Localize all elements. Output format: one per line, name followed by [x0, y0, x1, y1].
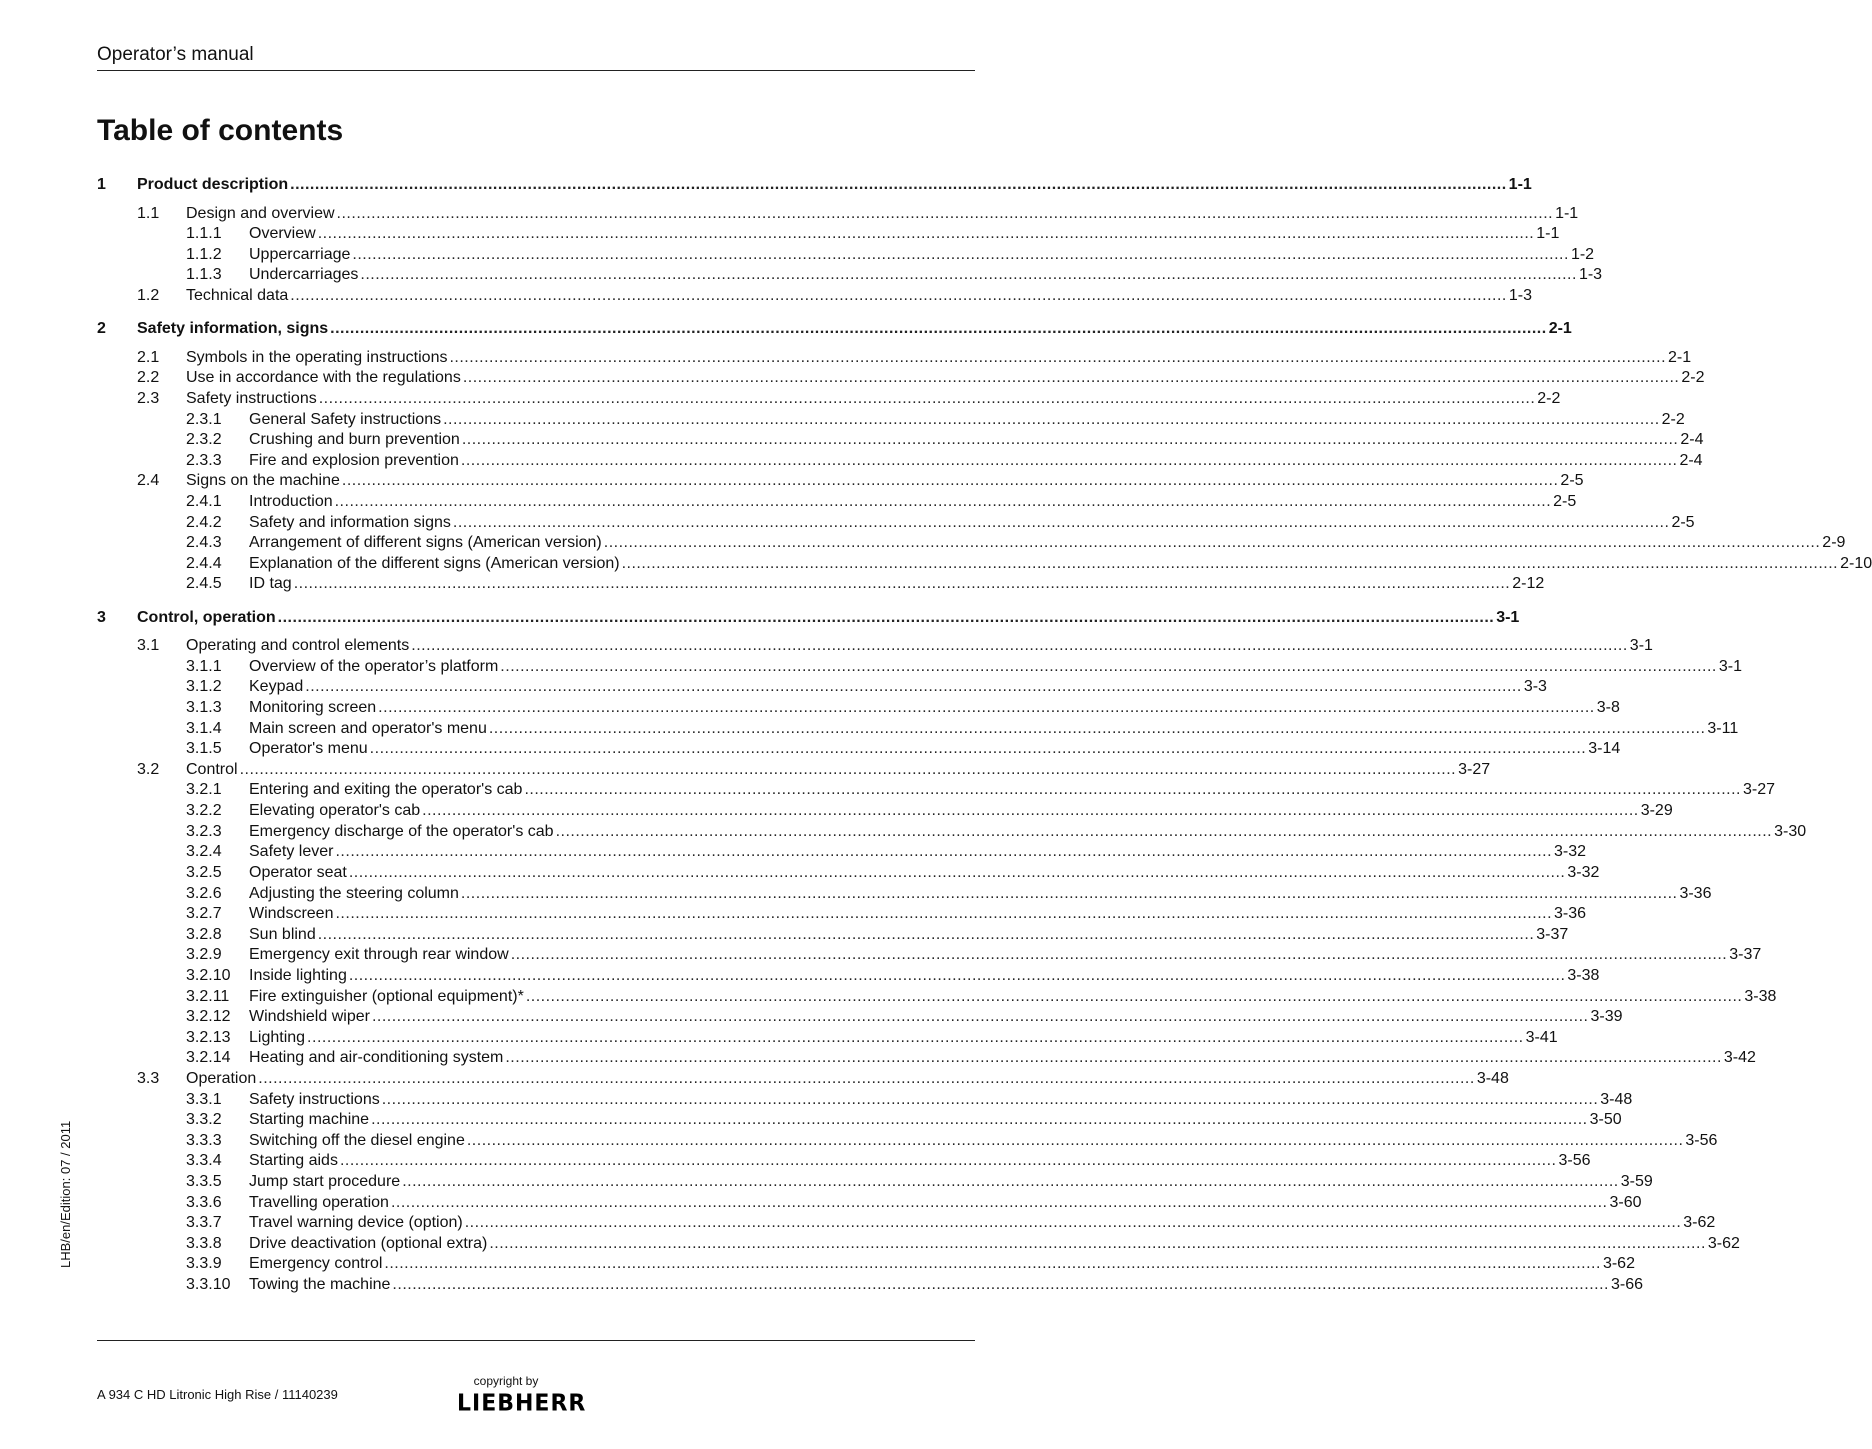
toc-entry[interactable] — [97, 1008, 1623, 1029]
dot-leader — [335, 843, 1552, 861]
toc-entry-number: 3.1.1 — [186, 657, 222, 675]
toc-entry-page: 2-5 — [1553, 493, 1577, 511]
toc-entry-page: 3-66 — [1610, 1276, 1643, 1294]
toc-entry-page: 2-5 — [1671, 513, 1695, 531]
toc-entry-label: Heating and air-conditioning system — [249, 1049, 504, 1067]
toc-entry[interactable] — [97, 176, 1532, 197]
toc-entry[interactable] — [97, 554, 1872, 576]
toc-entry-page: 2-4 — [1680, 431, 1704, 449]
toc-entry[interactable] — [97, 410, 1685, 432]
dot-leader — [360, 266, 1577, 284]
toc-entry[interactable] — [97, 493, 1577, 514]
toc-entry-page: 3-48 — [1476, 1069, 1509, 1087]
toc-entry-label: Travel warning device (option) — [249, 1214, 463, 1232]
toc-entry-number: 3 — [97, 608, 106, 626]
dot-leader — [372, 1008, 1589, 1026]
dot-leader — [240, 761, 1457, 779]
toc-entry-page: 2-2 — [1537, 389, 1561, 407]
toc-entry-page: 1-1 — [1508, 176, 1532, 193]
toc-entry-label: Operation — [186, 1069, 257, 1087]
toc-entry-number: 3.3.8 — [186, 1234, 222, 1252]
toc-entry-label: Safety instructions — [249, 1090, 380, 1108]
dot-leader — [453, 514, 1670, 532]
toc-entry[interactable] — [97, 225, 1560, 246]
dot-leader — [294, 575, 1511, 593]
toc-entry[interactable] — [97, 987, 1777, 1009]
dot-leader — [371, 1111, 1588, 1129]
toc-entry-label: ID tag — [249, 575, 292, 593]
toc-entry-label: Overview of the operator’s platform — [249, 657, 499, 675]
dot-leader — [290, 176, 1507, 194]
dot-leader — [319, 390, 1536, 408]
toc-entry-number: 3.3.4 — [186, 1152, 222, 1170]
toc-entry[interactable] — [97, 608, 1520, 630]
toc-entry[interactable] — [97, 1173, 1653, 1194]
toc-entry-label: Starting aids — [249, 1152, 338, 1170]
toc-entry-page: 3-1 — [1718, 657, 1742, 675]
toc-entry-label: Operator seat — [249, 863, 347, 881]
toc-entry[interactable] — [97, 802, 1673, 823]
toc-entry-number: 2 — [97, 320, 106, 338]
toc-entry-label: General Safety instructions — [249, 410, 442, 428]
dot-leader — [465, 1214, 1682, 1232]
toc-entry[interactable] — [97, 719, 1739, 741]
toc-entry-number: 3.3.6 — [186, 1193, 222, 1211]
toc-entry-number: 1.1.1 — [186, 225, 222, 243]
dot-leader — [337, 205, 1554, 223]
liebherr-logo: LIEBHERR — [457, 1390, 587, 1417]
toc-entry[interactable] — [97, 266, 1603, 287]
toc-entry-label: Operator's menu — [249, 740, 368, 758]
toc-entry-label: Product description — [137, 176, 289, 193]
toc-entry-label: Jump start procedure — [249, 1173, 401, 1191]
toc-entry-page: 1-1 — [1536, 225, 1560, 243]
toc-entry-number: 3.2.8 — [186, 925, 222, 943]
toc-entry-page: 1-1 — [1555, 204, 1579, 222]
toc-entry-label: Explanation of the different signs (American version) — [249, 554, 620, 572]
toc-entry-label: Travelling operation — [249, 1193, 389, 1211]
toc-entry-number: 2.3 — [137, 389, 160, 407]
toc-entry-label: Undercarriages — [249, 266, 359, 284]
toc-entry-page: 3-62 — [1683, 1214, 1716, 1232]
toc-entry-number: 3.3.1 — [186, 1090, 222, 1108]
toc-entry-page: 2-12 — [1512, 575, 1545, 593]
dot-leader — [378, 699, 1595, 717]
toc-entry-label: Use in accordance with the regulations — [186, 369, 461, 387]
toc-entry-number: 3.3.9 — [186, 1255, 222, 1273]
toc-entry-page: 3-37 — [1729, 946, 1762, 964]
toc-entry-label: Safety and information signs — [249, 513, 451, 531]
toc-entry-label: Inside lighting — [249, 966, 347, 984]
toc-entry[interactable] — [97, 884, 1712, 906]
toc-entry[interactable] — [97, 1214, 1716, 1235]
dot-leader — [335, 493, 1552, 511]
dot-leader — [462, 431, 1679, 449]
toc-entry-number: 3.2 — [137, 760, 160, 778]
toc-entry[interactable] — [97, 946, 1762, 967]
dot-leader — [290, 287, 1507, 305]
document-id: A 934 C HD Litronic High Rise / 11140239 — [97, 1387, 338, 1402]
dot-leader — [526, 988, 1743, 1006]
toc-entry-label: Introduction — [249, 493, 333, 511]
toc-entry-number: 2.4 — [137, 472, 160, 490]
toc-entry[interactable] — [97, 657, 1742, 679]
toc-entry[interactable] — [97, 781, 1776, 802]
toc-entry-label: Switching off the diesel engine — [249, 1131, 465, 1149]
toc-entry-page: 3-38 — [1744, 987, 1777, 1005]
toc-entry-label: Uppercarriage — [249, 245, 351, 263]
dot-leader — [443, 411, 1660, 429]
toc-entry-label: Safety lever — [249, 843, 334, 861]
toc-entry-label: Elevating operator's cab — [249, 802, 421, 820]
toc-entry-number: 3.1.4 — [186, 719, 222, 737]
toc-entry-label: Emergency discharge of the operator's cab — [249, 822, 554, 840]
toc-entry-page: 3-56 — [1685, 1131, 1718, 1149]
footer-divider — [97, 1340, 975, 1341]
toc-entry-page: 2-5 — [1560, 472, 1584, 490]
toc-entry[interactable] — [97, 472, 1584, 493]
dot-leader — [524, 781, 1741, 799]
page-title: Table of contents — [97, 114, 344, 147]
dot-leader — [511, 946, 1728, 964]
toc-entry-number: 2.4.2 — [186, 513, 222, 531]
toc-entry-label: Keypad — [249, 678, 304, 696]
dot-leader — [318, 926, 1535, 944]
toc-entry[interactable] — [97, 822, 1807, 844]
toc-entry-label: Fire extinguisher (optional equipment)* — [249, 987, 524, 1005]
toc-entry[interactable] — [97, 513, 1695, 535]
toc-entry[interactable] — [97, 431, 1704, 452]
toc-entry[interactable] — [97, 348, 1692, 370]
toc-entry-number: 3.2.5 — [186, 863, 222, 881]
toc-entry[interactable] — [97, 863, 1600, 885]
dot-leader — [384, 1255, 1601, 1273]
toc-entry-number: 2.4.5 — [186, 575, 222, 593]
dot-leader — [307, 1029, 1524, 1047]
toc-entry-number: 2.4.4 — [186, 554, 222, 572]
toc-entry-label: Overview — [249, 225, 316, 243]
toc-entry-page: 3-39 — [1590, 1008, 1623, 1026]
toc-entry-number: 2.4.1 — [186, 493, 222, 511]
toc-entry[interactable] — [97, 760, 1491, 782]
toc-entry[interactable] — [97, 966, 1600, 988]
toc-entry-number: 2.3.2 — [186, 431, 222, 449]
toc-entry-page: 2-1 — [1548, 320, 1572, 338]
toc-entry-page: 3-29 — [1640, 802, 1673, 820]
toc-entry-number: 1.1.2 — [186, 245, 222, 263]
toc-entry-label: Drive deactivation (optional extra) — [249, 1234, 488, 1252]
toc-entry[interactable] — [97, 369, 1705, 390]
toc-entry-page: 2-2 — [1661, 410, 1685, 428]
toc-entry[interactable] — [97, 1049, 1756, 1070]
toc-entry-number: 2.3.3 — [186, 451, 222, 469]
dot-leader — [349, 864, 1566, 882]
toc-entry[interactable] — [97, 389, 1561, 411]
dot-leader — [622, 555, 1839, 573]
toc-entry-page: 3-56 — [1558, 1152, 1591, 1170]
toc-entry-number: 3.2.2 — [186, 802, 222, 820]
toc-entry[interactable] — [97, 637, 1653, 658]
toc-entry-label: Control — [186, 760, 238, 778]
table-of-contents — [97, 176, 1872, 1297]
toc-entry-page: 2-4 — [1679, 451, 1703, 469]
toc-entry-page: 3-1 — [1629, 637, 1653, 655]
toc-entry-page: 3-32 — [1554, 843, 1587, 861]
dot-leader — [411, 637, 1628, 655]
toc-entry-page: 2-10 — [1840, 554, 1872, 572]
toc-entry-label: Safety instructions — [186, 389, 317, 407]
toc-entry[interactable] — [97, 1276, 1643, 1297]
toc-entry-page: 3-59 — [1620, 1173, 1653, 1191]
toc-entry[interactable] — [97, 1069, 1509, 1091]
toc-entry-label: Fire and explosion prevention — [249, 451, 459, 469]
toc-entry-label: Crushing and burn prevention — [249, 431, 460, 449]
toc-entry-label: Safety information, signs — [137, 320, 329, 338]
dot-leader — [278, 609, 1495, 627]
toc-entry-label: Windscreen — [249, 905, 334, 923]
toc-entry-label: Control, operation — [137, 608, 276, 626]
toc-entry[interactable] — [97, 1090, 1633, 1112]
toc-entry-label: Symbols in the operating instructions — [186, 348, 448, 366]
toc-entry-number: 2.4.3 — [186, 534, 222, 552]
toc-entry-number: 3.2.10 — [186, 966, 231, 984]
dot-leader — [604, 534, 1821, 552]
toc-entry[interactable] — [97, 925, 1569, 947]
toc-entry-page: 3-36 — [1679, 884, 1712, 902]
toc-entry-label: Arrangement of different signs (American version) — [249, 534, 602, 552]
toc-entry[interactable] — [97, 843, 1587, 864]
toc-entry-page: 3-36 — [1554, 905, 1587, 923]
toc-entry-page: 3-48 — [1600, 1090, 1633, 1108]
dot-leader — [392, 1276, 1609, 1294]
toc-entry-label: Towing the machine — [249, 1276, 391, 1294]
toc-entry-label: Signs on the machine — [186, 472, 340, 490]
toc-entry-number: 3.3.5 — [186, 1173, 222, 1191]
toc-entry-number: 3.2.13 — [186, 1028, 231, 1046]
toc-entry[interactable] — [97, 1152, 1591, 1173]
dot-leader — [489, 1235, 1706, 1253]
toc-entry[interactable] — [97, 1111, 1622, 1132]
dot-leader — [382, 1091, 1599, 1109]
toc-entry-page: 3-14 — [1588, 740, 1621, 758]
toc-entry-label: Emergency control — [249, 1255, 383, 1273]
dot-leader — [305, 678, 1522, 696]
toc-entry-number: 3.3.7 — [186, 1214, 222, 1232]
toc-entry-number: 3.2.3 — [186, 822, 222, 840]
dot-leader — [391, 1194, 1608, 1212]
toc-entry-number: 3.1.2 — [186, 678, 222, 696]
toc-entry[interactable] — [97, 1193, 1642, 1215]
toc-entry-number: 3.2.11 — [186, 987, 230, 1005]
toc-entry[interactable] — [97, 245, 1595, 267]
toc-entry-number: 2.2 — [137, 369, 160, 387]
dot-leader — [370, 740, 1587, 758]
toc-entry[interactable] — [97, 320, 1572, 341]
toc-entry-page: 1-3 — [1508, 287, 1532, 305]
toc-entry-number: 3.1 — [137, 637, 160, 655]
dot-leader — [402, 1173, 1619, 1191]
toc-entry-number: 3.1.3 — [186, 699, 222, 717]
toc-entry-page: 3-50 — [1589, 1111, 1622, 1129]
toc-entry-page: 3-11 — [1707, 719, 1739, 737]
toc-entry-number: 2.3.1 — [186, 410, 222, 428]
toc-entry-number: 3.2.9 — [186, 946, 222, 964]
dot-leader — [505, 1049, 1722, 1067]
toc-entry-number: 3.2.6 — [186, 884, 222, 902]
toc-entry-number: 1.2 — [137, 287, 160, 305]
toc-entry[interactable] — [97, 287, 1532, 308]
toc-entry-page: 2-2 — [1681, 369, 1705, 387]
toc-entry[interactable] — [97, 451, 1703, 473]
toc-entry-page: 2-1 — [1668, 348, 1692, 366]
toc-entry[interactable] — [97, 1234, 1740, 1256]
toc-entry-number: 1.1.3 — [186, 266, 222, 284]
toc-entry-label: Emergency exit through rear window — [249, 946, 509, 964]
running-header: Operator’s manual — [97, 44, 254, 65]
dot-leader — [467, 1132, 1684, 1150]
dot-leader — [352, 246, 1569, 264]
toc-entry-page: 3-27 — [1458, 760, 1491, 778]
toc-entry-number: 1.1 — [137, 204, 160, 222]
toc-entry[interactable] — [97, 1255, 1635, 1276]
toc-entry-number: 2.1 — [137, 348, 160, 366]
toc-entry-label: Entering and exiting the operator's cab — [249, 781, 523, 799]
toc-entry-number: 3.1.5 — [186, 740, 222, 758]
toc-entry-page: 1-3 — [1578, 266, 1603, 284]
toc-entry-number: 3.3.3 — [186, 1131, 222, 1149]
toc-entry-label: Sun blind — [249, 925, 316, 943]
toc-entry-label: Adjusting the steering column — [249, 884, 459, 902]
toc-entry-page: 3-37 — [1536, 925, 1569, 943]
copyright-label: copyright by — [473, 1374, 539, 1388]
dot-leader — [318, 225, 1535, 243]
toc-entry[interactable] — [97, 575, 1545, 596]
dot-leader — [449, 349, 1666, 367]
toc-entry[interactable] — [97, 1131, 1718, 1153]
dot-leader — [342, 472, 1559, 490]
dot-leader — [349, 967, 1566, 985]
dot-leader — [461, 885, 1678, 903]
toc-entry-label: Monitoring screen — [249, 699, 377, 717]
toc-entry-page: 1-2 — [1570, 245, 1595, 263]
dot-leader — [489, 720, 1706, 738]
toc-entry-page: 3-32 — [1567, 863, 1600, 881]
toc-entry-number: 3.2.12 — [186, 1008, 231, 1026]
toc-entry-label: Lighting — [249, 1028, 306, 1046]
toc-entry-label: Operating and control elements — [186, 637, 410, 655]
toc-entry[interactable] — [97, 204, 1579, 226]
toc-entry-number: 3.2.7 — [186, 905, 222, 923]
dot-leader — [461, 452, 1678, 470]
toc-entry-number: 1 — [97, 176, 106, 193]
toc-entry-page: 3-62 — [1707, 1234, 1740, 1252]
toc-entry-page: 3-1 — [1496, 608, 1520, 626]
toc-entry[interactable] — [97, 1028, 1558, 1050]
toc-entry[interactable] — [97, 534, 1846, 555]
toc-entry-page: 3-60 — [1609, 1193, 1642, 1211]
dot-leader — [463, 369, 1680, 387]
toc-entry-page: 3-42 — [1723, 1049, 1756, 1067]
toc-entry-label: Design and overview — [186, 204, 335, 222]
toc-entry-number: 3.2.14 — [186, 1049, 231, 1067]
toc-entry-page: 3-62 — [1602, 1255, 1635, 1273]
dot-leader — [258, 1070, 1475, 1088]
toc-entry[interactable] — [97, 678, 1547, 699]
toc-entry-page: 3-8 — [1596, 699, 1620, 717]
toc-entry[interactable] — [97, 699, 1620, 720]
toc-entry-label: Technical data — [186, 287, 289, 305]
dot-leader — [330, 320, 1547, 338]
toc-entry-number: 3.2.1 — [186, 781, 222, 799]
toc-entry-page: 3-27 — [1743, 781, 1776, 799]
toc-entry-page: 3-30 — [1774, 822, 1807, 840]
toc-entry-label: Windshield wiper — [249, 1008, 370, 1026]
dot-leader — [500, 658, 1717, 676]
toc-entry-label: Main screen and operator's menu — [249, 719, 487, 737]
toc-entry-number: 3.2.4 — [186, 843, 222, 861]
dot-leader — [422, 802, 1639, 820]
dot-leader — [556, 823, 1773, 841]
toc-entry-label: Starting machine — [249, 1111, 370, 1129]
toc-entry[interactable] — [97, 740, 1621, 761]
toc-entry-page: 2-9 — [1822, 534, 1846, 552]
toc-entry-page: 3-38 — [1567, 966, 1600, 984]
toc-entry-number: 3.3.2 — [186, 1111, 222, 1129]
dot-leader — [340, 1152, 1557, 1170]
toc-entry-number: 3.3 — [137, 1069, 160, 1087]
dot-leader — [335, 905, 1552, 923]
toc-entry-number: 3.3.10 — [186, 1276, 231, 1294]
toc-entry[interactable] — [97, 905, 1587, 926]
toc-entry-page: 3-3 — [1523, 678, 1547, 696]
header-divider — [97, 70, 975, 71]
toc-entry-page: 3-41 — [1525, 1028, 1558, 1046]
edition-label: LHB/en/Edition: 07 / 2011 — [58, 1120, 73, 1268]
